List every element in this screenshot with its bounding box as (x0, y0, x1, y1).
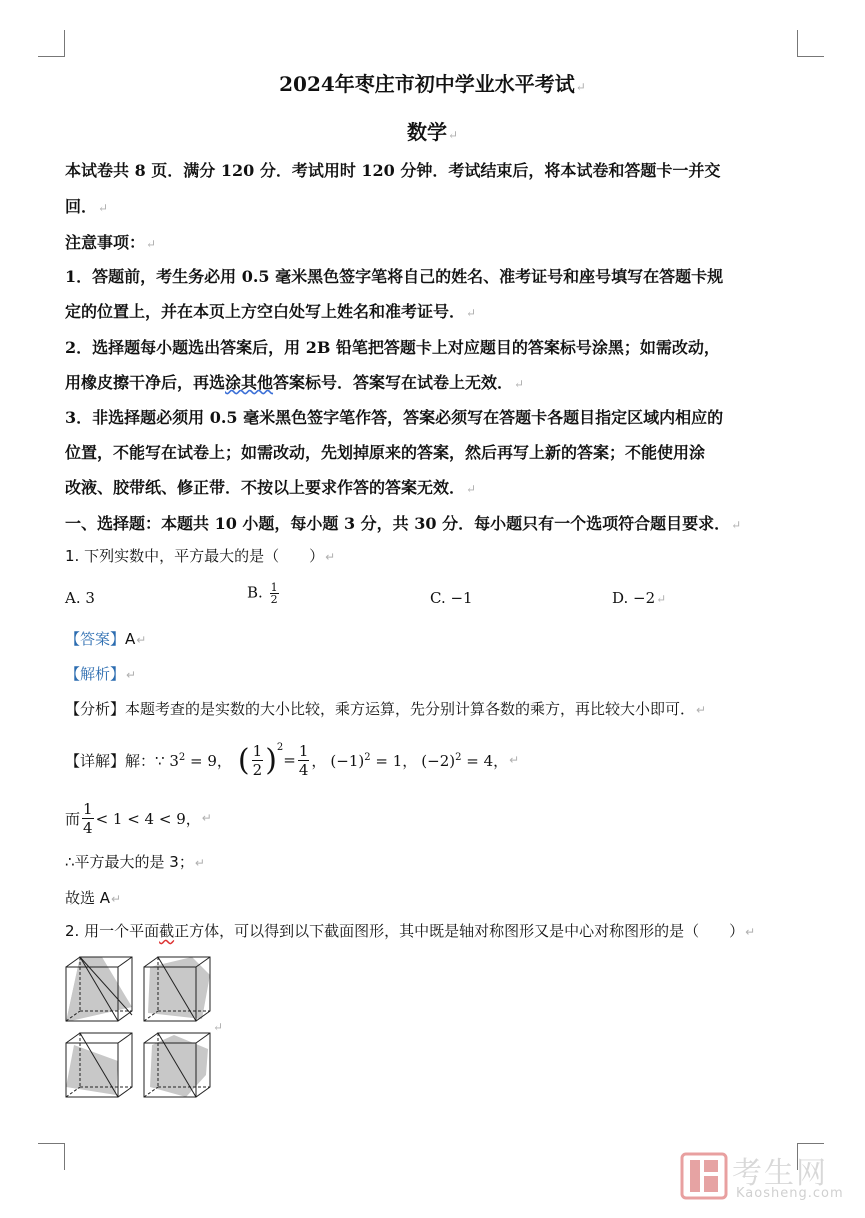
q1-answer: 【答案】A↵ (65, 630, 147, 648)
q1-option-c: C. −1 (430, 589, 473, 607)
expr-half-squared: ( $\frac{1}{2}$ ) $^2$ = $\frac{1}{4}$ ， (237, 741, 327, 779)
watermark-url: Kaosheng.com (736, 1186, 844, 1201)
crop-mark-bottom-left (38, 1143, 65, 1170)
expr-neg1-squared: $(-1)^2 = 1$， (330, 751, 418, 770)
q1-comparison: 而 $\frac{1}{4}$ < 1 < 4 < 9， ↵ (65, 799, 212, 837)
watermark-brand: 考生网 (732, 1156, 828, 1191)
figure-paragraph-mark: ↵ (213, 1020, 224, 1034)
q1-fenxi: 【分析】本题考查的是实数的大小比较，乘方运算，先分别计算各数的乘方，再比较大小即可．↵ (65, 700, 707, 718)
cube-cross-section-figures (64, 955, 224, 1100)
kaosheng-logo-icon (680, 1152, 728, 1200)
instructions-line-2: 回．↵ (65, 197, 109, 216)
q1-choose: 故选 A↵ (65, 889, 122, 907)
watermark-logo (680, 1148, 844, 1204)
q1-analysis-tag: 【解析】↵ (65, 665, 137, 683)
notice-item-1b: 定的位置上，并在本页上方空白处写上姓名和准考证号．↵ (65, 302, 477, 321)
q1-option-a: A. 3 (65, 589, 95, 607)
question-2-stem: 2. 用一个平面截正方体，可以得到以下截面图形，其中既是轴对称图形又是中心对称图形的是（ ）↵ (65, 922, 756, 940)
q1-detail: 【详解】 解：∵ $3^2 = 9$， ( $\frac{1}{2}$ ) $^2$ = $\frac{1}{4}$ ， $(-1)^2 = 1$， $(-2)^2 = 4$， ↵ (65, 741, 520, 779)
instructions-line-1: 本试卷共 8 页．满分 120 分．考试用时 120 分钟．考试结束后，将本试卷和答题卡一并交 (65, 161, 721, 180)
question-1-stem: 1. 下列实数中，平方最大的是（ ）↵ (65, 547, 336, 565)
q1-conclusion: ∴平方最大的是 3；↵ (65, 853, 205, 871)
q1-option-b: B. $\frac{1}{2}$ (247, 581, 278, 606)
notice-heading: 注意事项：↵ (65, 233, 157, 252)
notice-item-3b: 位置，不能写在试卷上；如需改动，先划掉原来的答案，然后再写上新的答案；不能使用涂 (65, 443, 706, 462)
notice-item-2b: 用橡皮擦干净后，再选涂其他答案标号．答案写在试卷上无效．↵ (65, 373, 525, 392)
notice-item-3c: 改液、胶带纸、修正带．不按以上要求作答的答案无效．↵ (65, 478, 477, 497)
cube-figure-3 (66, 1033, 132, 1097)
crop-mark-top-right (797, 30, 824, 57)
section-heading: 一、选择题：本题共 10 小题，每小题 3 分，共 30 分．每小题只有一个选项符合题目要求．↵ (65, 514, 742, 533)
expr-comparison: $\frac{1}{4}$ < 1 < 4 < 9， (83, 799, 201, 837)
crop-mark-top-left (38, 30, 65, 57)
notice-item-3a: 3．非选择题必须用 0.5 毫米黑色签字笔作答，答案必须写在答题卡各题目指定区域内相应的 (65, 408, 724, 427)
expr-3-squared: $3^2 = 9$， (169, 751, 232, 770)
cube-figure-2 (144, 957, 210, 1021)
notice-item-2a: 2．选择题每小题选出答案后，用 2B 铅笔把答题卡上对应题目的答案标号涂黑；如需改动， (65, 338, 720, 357)
fraction-one-half: $\frac{1}{2}$ (270, 581, 278, 606)
cube-figure-1 (66, 957, 132, 1022)
exam-subject: 数学↵ (406, 120, 459, 144)
cube-figure-4 (144, 1033, 210, 1097)
exam-title: 2024年枣庄市初中学业水平考试↵ (279, 72, 586, 96)
q1-option-d: D. −2↵ (612, 589, 667, 607)
notice-item-1a: 1．答题前，考生务必用 0.5 毫米黑色签字笔将自己的姓名、准考证号和座号填写在答题卡规 (65, 267, 724, 286)
expr-neg2-squared: $(-2)^2 = 4$， (421, 751, 509, 770)
